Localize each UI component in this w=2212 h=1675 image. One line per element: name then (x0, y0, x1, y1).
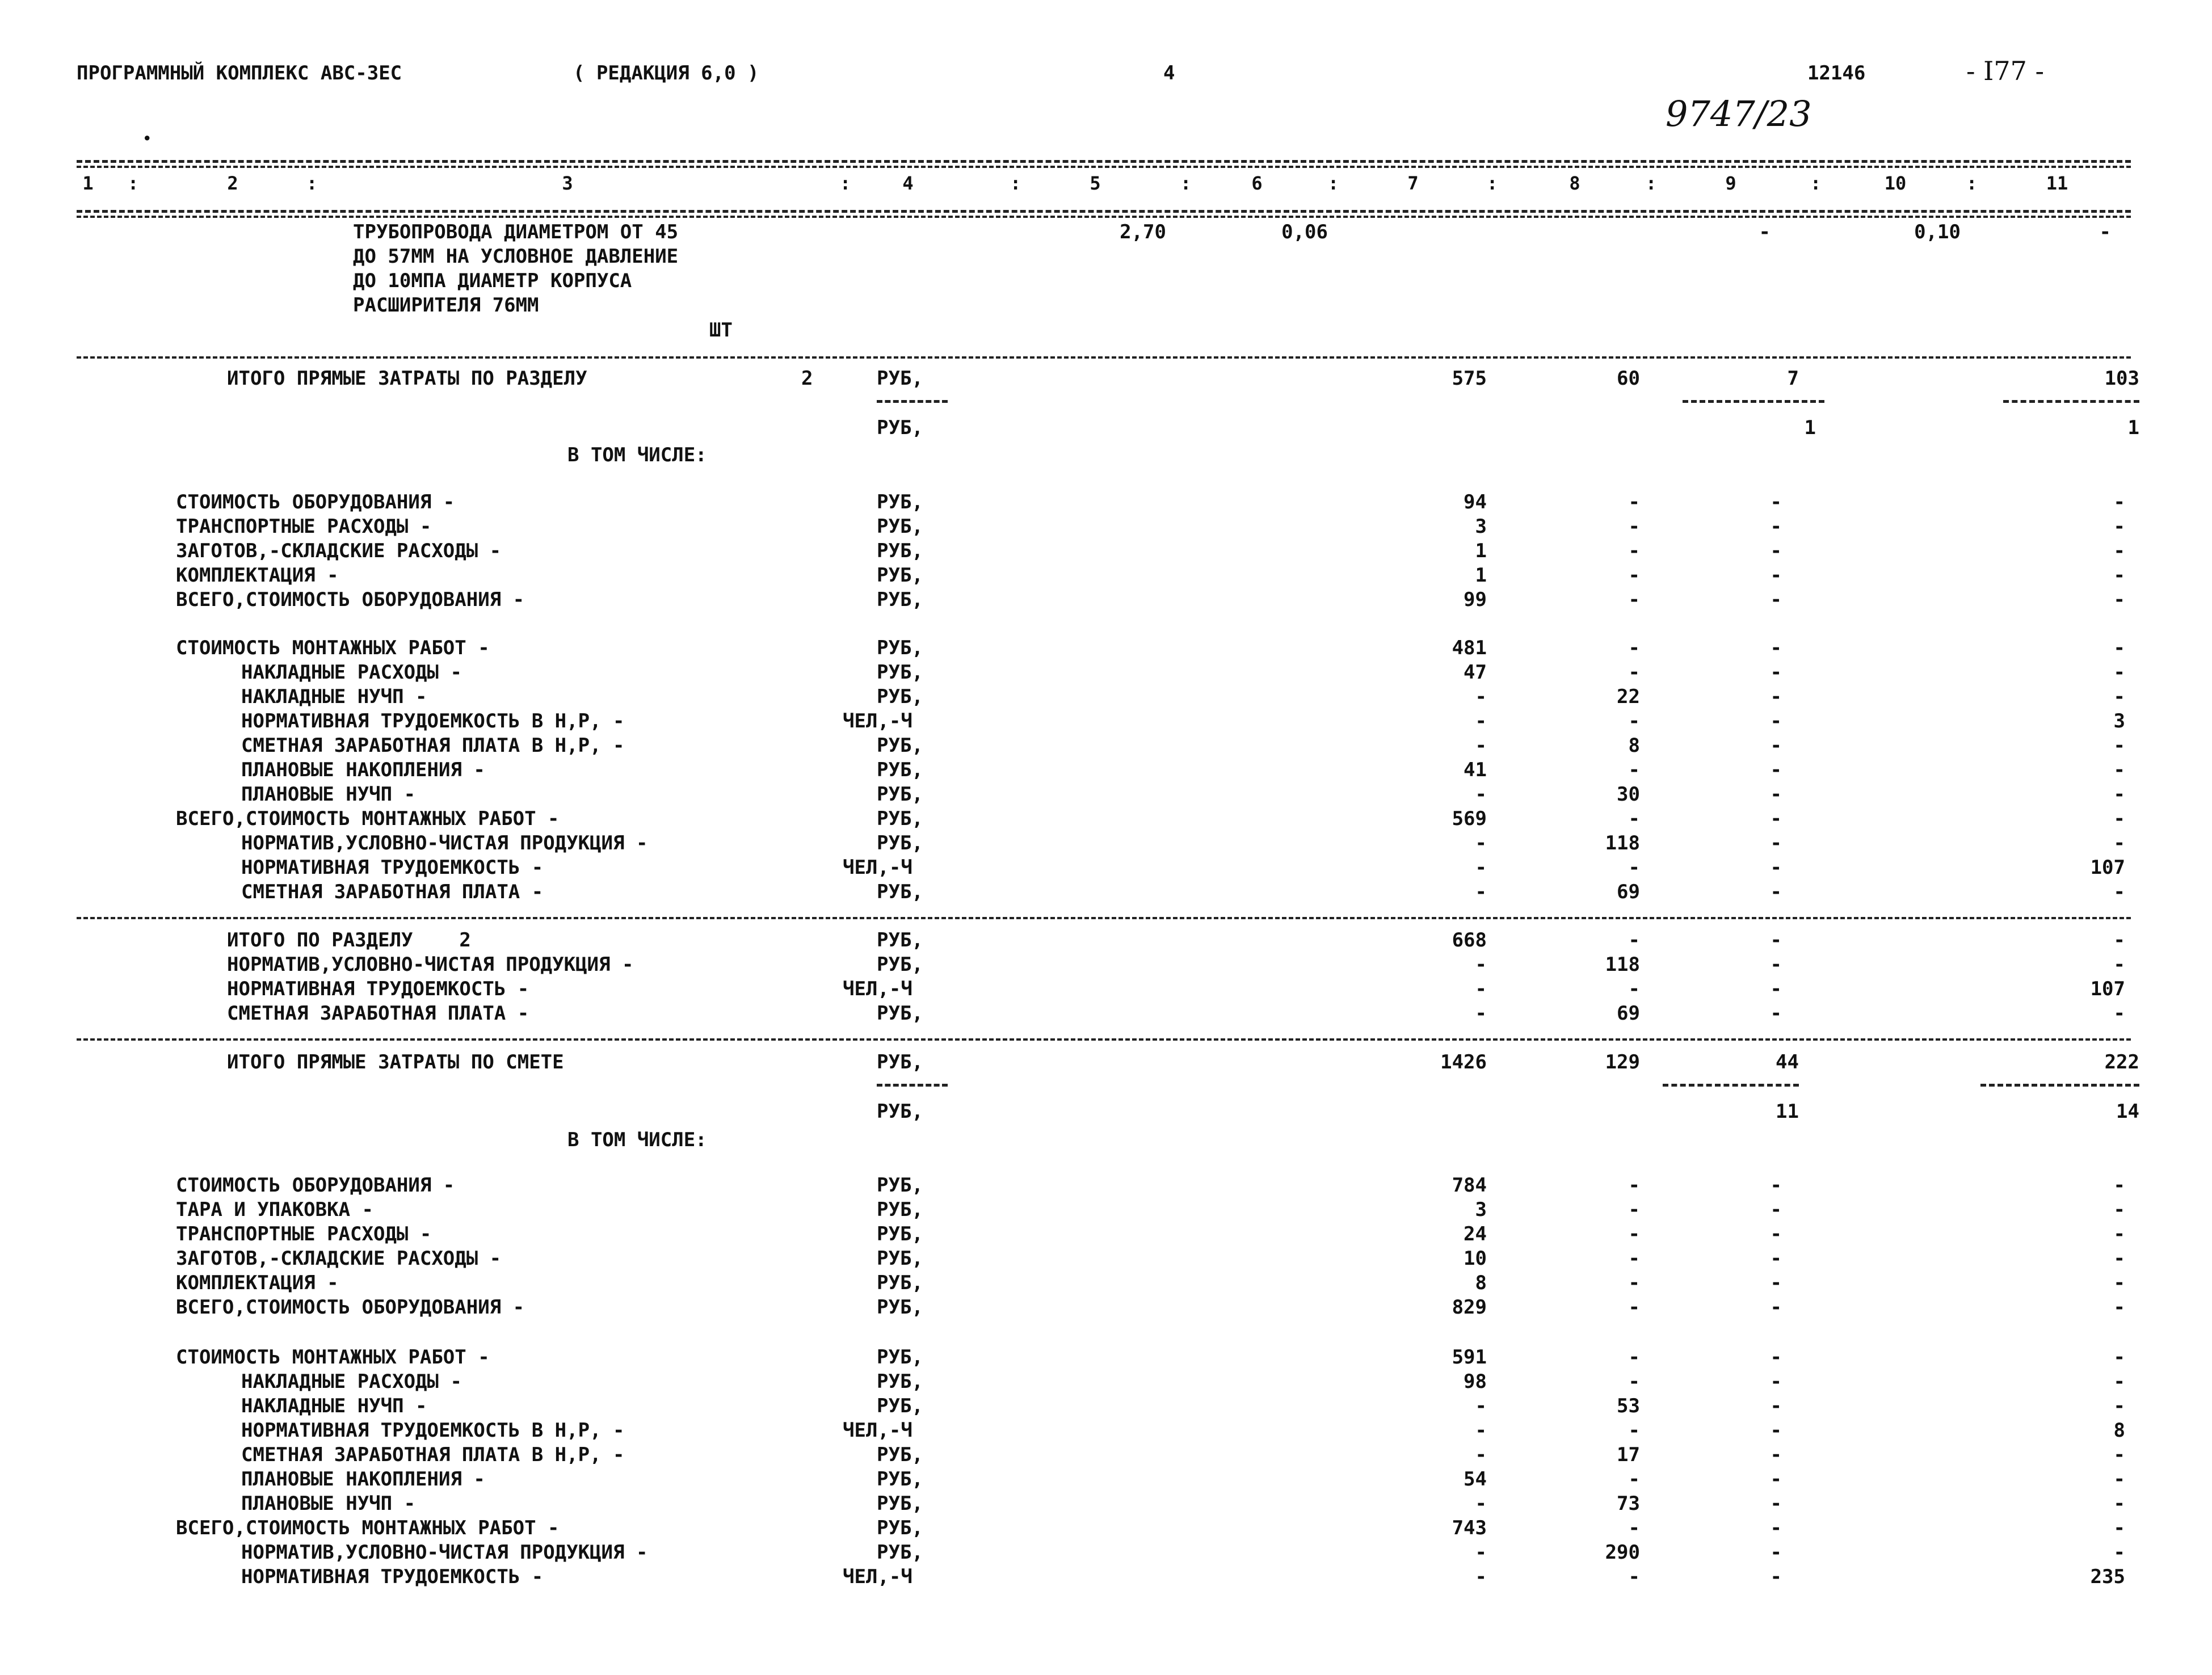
estimate-mounting-row-col9: - (1770, 1565, 1782, 1588)
estimate-equipment-row-col8: - (1628, 1174, 1640, 1197)
section-summary-row-unit: РУБ, (877, 953, 923, 976)
section-mounting-row-col11: - (2113, 807, 2125, 830)
section-equipment-row-col8: - (1628, 491, 1640, 514)
section-mounting-row-col9: - (1770, 856, 1782, 879)
estimate-mounting-row-unit: РУБ, (877, 1395, 923, 1417)
estimate-equipment-row-label: ВСЕГО,СТОИМОСТЬ ОБОРУДОВАНИЯ - (176, 1296, 525, 1319)
column-separator: : (1328, 172, 1339, 194)
column-separator: : (1180, 172, 1192, 194)
section-mounting-row-label: НОРМАТИВНАЯ ТРУДОЕМКОСТЬ - (241, 856, 544, 879)
section-mounting-row-col7: - (1475, 685, 1487, 708)
section-mounting-row-unit: РУБ, (877, 637, 923, 659)
estimate-col9-fraction-line (1663, 1084, 1799, 1087)
section-summary-row-col7: - (1475, 1002, 1487, 1025)
estimate-equipment-row-col11: - (2113, 1296, 2125, 1319)
section-mounting-row-label: СМЕТНАЯ ЗАРАБОТНАЯ ПЛАТА В Н,Р, - (241, 734, 625, 757)
section-summary-row-col8: 118 (1605, 953, 1640, 976)
section-equipment-row-col11: - (2113, 540, 2125, 562)
estimate-mounting-row-col9: - (1770, 1492, 1782, 1515)
item-line-2: ДО 57ММ НА УСЛОВНОЕ ДАВЛЕНИЕ (353, 245, 679, 268)
section-total-col9: 7 (1787, 367, 1799, 390)
estimate-equipment-row-col7: 24 (1464, 1223, 1487, 1245)
section-equipment-row-col9: - (1770, 540, 1782, 562)
section-mounting-row-col9: - (1770, 783, 1782, 806)
section-total-col11-denominator: 1 (2127, 416, 2139, 439)
section-mounting-row-unit: РУБ, (877, 807, 923, 830)
item-col5: 2,70 (1120, 221, 1166, 243)
column-separator: : (1966, 172, 1978, 194)
section-mounting-row-col11: 3 (2113, 710, 2125, 733)
section-equipment-row-col7: 1 (1475, 564, 1487, 587)
section-equipment-row-label: ТРАНСПОРТНЫЕ РАСХОДЫ - (176, 515, 432, 538)
section-mounting-row-col8: - (1628, 807, 1640, 830)
estimate-equipment-row-col8: - (1628, 1198, 1640, 1221)
page-label: - I77 - (1966, 56, 2045, 86)
section-summary-row-unit: РУБ, (877, 1002, 923, 1025)
section-mounting-row-col8: - (1628, 637, 1640, 659)
section-mounting-row-col8: 22 (1617, 685, 1640, 708)
program-title: ПРОГРАММНЫЙ КОМПЛЕКС АВС-3ЕС (77, 62, 402, 85)
section-col11-fraction-line (2003, 400, 2139, 403)
estimate-mounting-row-col8: - (1628, 1468, 1640, 1491)
estimate-equipment-row-col9: - (1770, 1223, 1782, 1245)
section-equipment-row-col7: 3 (1475, 515, 1487, 538)
estimate-equipment-row-label: ТРАНСПОРТНЫЕ РАСХОДЫ - (176, 1223, 432, 1245)
estimate-equipment-row-col8: - (1628, 1223, 1640, 1245)
section-mounting-row-unit: РУБ, (877, 685, 923, 708)
column-header-1: 1 (82, 172, 94, 194)
section-equipment-row-unit: РУБ, (877, 540, 923, 562)
estimate-mounting-row-unit: РУБ, (877, 1346, 923, 1369)
column-separator: : (1487, 172, 1498, 194)
section-equipment-row-unit: РУБ, (877, 491, 923, 514)
section-summary-row-col9: - (1770, 1002, 1782, 1025)
column-separator: : (840, 172, 851, 194)
header-top-rule (77, 160, 2131, 163)
estimate-equipment-row-unit: РУБ, (877, 1223, 923, 1245)
section-mounting-row-col9: - (1770, 759, 1782, 781)
section-summary-row-unit: РУБ, (877, 929, 923, 952)
estimate-mounting-row-label: НОРМАТИВНАЯ ТРУДОЕМКОСТЬ - (241, 1565, 544, 1588)
estimate-mounting-row-label: СТОИМОСТЬ МОНТАЖНЫХ РАБОТ - (176, 1346, 490, 1369)
section-total-unit-2: РУБ, (877, 416, 923, 439)
section-mounting-row-col9: - (1770, 661, 1782, 684)
section-mounting-row-col7: - (1475, 734, 1487, 757)
section-total-col9-denominator: 1 (1804, 416, 1816, 439)
estimate-equipment-row-col7: 784 (1452, 1174, 1487, 1197)
estimate-mounting-row-col9: - (1770, 1443, 1782, 1466)
column-header-2: 2 (227, 172, 238, 194)
section-summary-row-col7: 668 (1452, 929, 1487, 952)
section-mounting-row-label: ВСЕГО,СТОИМОСТЬ МОНТАЖНЫХ РАБОТ - (176, 807, 560, 830)
estimate-col11-fraction-line (1980, 1084, 2139, 1087)
section-mounting-row-col8: 69 (1617, 881, 1640, 903)
estimate-equipment-row-label: КОМПЛЕКТАЦИЯ - (176, 1272, 339, 1294)
column-header-9: 9 (1725, 172, 1736, 194)
section-summary-row-unit: ЧЕЛ,-Ч (843, 978, 912, 1000)
section-mounting-row-col11: - (2113, 637, 2125, 659)
estimate-mounting-row-unit: РУБ, (877, 1468, 923, 1491)
estimate-mounting-row-col7: 54 (1464, 1468, 1487, 1491)
section-equipment-row-col11: - (2113, 515, 2125, 538)
estimate-mounting-row-col11: - (2113, 1468, 2125, 1491)
item-col11: - (2099, 221, 2111, 243)
section-total-rule (77, 356, 2131, 359)
section-equipment-row-col9: - (1770, 491, 1782, 514)
estimate-equipment-row-col7: 10 (1464, 1247, 1487, 1270)
section-mounting-row-unit: РУБ, (877, 734, 923, 757)
estimate-equipment-row-unit: РУБ, (877, 1296, 923, 1319)
estimate-equipment-row-unit: РУБ, (877, 1174, 923, 1197)
section-mounting-row-col9: - (1770, 734, 1782, 757)
column-header-7: 7 (1407, 172, 1419, 194)
estimate-equipment-row-unit: РУБ, (877, 1247, 923, 1270)
column-header-6: 6 (1251, 172, 1263, 194)
estimate-equipment-row-col11: - (2113, 1174, 2125, 1197)
section-mounting-row-col9: - (1770, 685, 1782, 708)
section-equipment-row-col8: - (1628, 515, 1640, 538)
section-mounting-row-col11: - (2113, 783, 2125, 806)
estimate-mounting-row-unit: РУБ, (877, 1517, 923, 1539)
estimate-equipment-row-col8: - (1628, 1272, 1640, 1294)
section-total-col8: 60 (1617, 367, 1640, 390)
section-summary-row-col8: - (1628, 978, 1640, 1000)
estimate-unit-underline (877, 1084, 948, 1087)
section-mounting-row-label: СТОИМОСТЬ МОНТАЖНЫХ РАБОТ - (176, 637, 490, 659)
estimate-mounting-row-unit: ЧЕЛ,-Ч (843, 1565, 912, 1588)
section-mounting-row-unit: РУБ, (877, 881, 923, 903)
estimate-equipment-row-col7: 8 (1475, 1272, 1487, 1294)
item-line-3: ДО 10МПА ДИАМЕТР КОРПУСА (353, 270, 632, 292)
section-equipment-row-col8: - (1628, 588, 1640, 611)
estimate-equipment-row-label: ТАРА И УПАКОВКА - (176, 1198, 373, 1221)
estimate-mounting-row-col11: - (2113, 1443, 2125, 1466)
estimate-mounting-row-unit: РУБ, (877, 1541, 923, 1564)
section-summary-row-col9: - (1770, 978, 1782, 1000)
section-equipment-row-col8: - (1628, 540, 1640, 562)
handwritten-note: 9747/23 (1666, 93, 1812, 134)
estimate-mounting-row-col9: - (1770, 1419, 1782, 1442)
estimate-equipment-row-col7: 3 (1475, 1198, 1487, 1221)
estimate-mounting-row-col9: - (1770, 1541, 1782, 1564)
item-line-4: РАСШИРИТЕЛЯ 76ММ (353, 294, 539, 317)
section-mounting-row-label: ПЛАНОВЫЕ НУЧП - (241, 783, 416, 806)
estimate-mounting-row-col8: 73 (1617, 1492, 1640, 1515)
section-mounting-row-col11: - (2113, 661, 2125, 684)
estimate-mounting-row-col8: 53 (1617, 1395, 1640, 1417)
section-mounting-row-label: НАКЛАДНЫЕ РАСХОДЫ - (241, 661, 462, 684)
section-equipment-row-col11: - (2113, 588, 2125, 611)
section-total-col7: 575 (1452, 367, 1487, 390)
column-header-5: 5 (1090, 172, 1101, 194)
column-separator: : (1010, 172, 1021, 194)
estimate-mounting-row-col8: - (1628, 1565, 1640, 1588)
estimate-equipment-row-col11: - (2113, 1198, 2125, 1221)
section-mounting-row-col9: - (1770, 807, 1782, 830)
section-mounting-row-col11: - (2113, 685, 2125, 708)
estimate-mounting-row-col11: - (2113, 1370, 2125, 1393)
section-total-label: ИТОГО ПРЯМЫЕ ЗАТРАТЫ ПО РАЗДЕЛУ (227, 367, 587, 390)
estimate-mounting-row-col9: - (1770, 1370, 1782, 1393)
section-including-label: В ТОМ ЧИСЛЕ: (567, 444, 707, 466)
section-mounting-row-unit: ЧЕЛ,-Ч (843, 856, 912, 879)
estimate-equipment-row-unit: РУБ, (877, 1198, 923, 1221)
section-mounting-row-col8: - (1628, 710, 1640, 733)
column-separator: : (306, 172, 318, 194)
section-equipment-row-col11: - (2113, 564, 2125, 587)
estimate-total-col11-denominator: 14 (2116, 1100, 2139, 1123)
estimate-equipment-row-col8: - (1628, 1247, 1640, 1270)
column-separator: : (128, 172, 139, 194)
estimate-mounting-row-col7: - (1475, 1443, 1487, 1466)
estimate-total-col9: 44 (1776, 1051, 1799, 1074)
section-equipment-row-col9: - (1770, 588, 1782, 611)
section-equipment-row-col7: 94 (1464, 491, 1487, 514)
estimate-mounting-row-unit: РУБ, (877, 1492, 923, 1515)
estimate-mounting-row-col9: - (1770, 1346, 1782, 1369)
section-summary-row-col11: - (2113, 953, 2125, 976)
section-equipment-row-label: СТОИМОСТЬ ОБОРУДОВАНИЯ - (176, 491, 455, 514)
section-mounting-row-unit: РУБ, (877, 759, 923, 781)
section-equipment-row-col7: 99 (1464, 588, 1487, 611)
column-header-10: 10 (1884, 172, 1907, 194)
estimate-mounting-row-col7: 743 (1452, 1517, 1487, 1539)
section-mounting-row-col11: - (2113, 759, 2125, 781)
section-mounting-row-col7: 569 (1452, 807, 1487, 830)
section-summary-row-label: ИТОГО ПО РАЗДЕЛУ 2 (227, 929, 471, 952)
estimate-mounting-row-unit: РУБ, (877, 1443, 923, 1466)
estimate-mounting-row-col7: - (1475, 1541, 1487, 1564)
section-summary-row-col9: - (1770, 929, 1782, 952)
estimate-mounting-row-col11: - (2113, 1492, 2125, 1515)
section-summary-row-col11: 107 (2090, 978, 2125, 1000)
section-summary-row-col11: - (2113, 929, 2125, 952)
estimate-including-label: В ТОМ ЧИСЛЕ: (567, 1129, 707, 1151)
section-mounting-row-col8: - (1628, 856, 1640, 879)
section-summary-row-label: НОРМАТИВ,УСЛОВНО-ЧИСТАЯ ПРОДУКЦИЯ - (227, 953, 634, 976)
estimate-mounting-row-col8: - (1628, 1517, 1640, 1539)
section-mounting-row-col7: - (1475, 881, 1487, 903)
column-header-3: 3 (562, 172, 573, 194)
section-mounting-row-col11: - (2113, 881, 2125, 903)
estimate-mounting-row-col11: 8 (2113, 1419, 2125, 1442)
estimate-equipment-row-col9: - (1770, 1296, 1782, 1319)
section-mounting-row-col8: 8 (1628, 734, 1640, 757)
estimate-mounting-row-label: НАКЛАДНЫЕ РАСХОДЫ - (241, 1370, 462, 1393)
section-summary-row-col11: - (2113, 1002, 2125, 1025)
estimate-mounting-row-label: ПЛАНОВЫЕ НУЧП - (241, 1492, 416, 1515)
section-mounting-row-col7: 41 (1464, 759, 1487, 781)
estimate-equipment-row-col9: - (1770, 1174, 1782, 1197)
section-equipment-row-unit: РУБ, (877, 515, 923, 538)
section-mounting-row-col8: 30 (1617, 783, 1640, 806)
section-mounting-row-col7: - (1475, 832, 1487, 855)
section-summary-rule (77, 917, 2131, 919)
section-summary-row-label: СМЕТНАЯ ЗАРАБОТНАЯ ПЛАТА - (227, 1002, 529, 1025)
estimate-mounting-row-label: НАКЛАДНЫЕ НУЧП - (241, 1395, 427, 1417)
section-mounting-row-col9: - (1770, 710, 1782, 733)
estimate-equipment-row-col11: - (2113, 1272, 2125, 1294)
estimate-equipment-row-col7: 829 (1452, 1296, 1487, 1319)
section-equipment-row-label: ВСЕГО,СТОИМОСТЬ ОБОРУДОВАНИЯ - (176, 588, 525, 611)
section-equipment-row-col11: - (2113, 491, 2125, 514)
section-mounting-row-col7: 481 (1452, 637, 1487, 659)
section-mounting-row-col7: - (1475, 710, 1487, 733)
estimate-mounting-row-label: НОРМАТИВ,УСЛОВНО-ЧИСТАЯ ПРОДУКЦИЯ - (241, 1541, 648, 1564)
document-code: 12146 (1807, 62, 1866, 85)
header-bottom-rule-2 (77, 216, 2131, 218)
column-header-11: 11 (2046, 172, 2068, 194)
estimate-total-rule (77, 1038, 2131, 1041)
section-equipment-row-col8: - (1628, 564, 1640, 587)
edition-label: ( РЕДАКЦИЯ 6,0 ) (573, 62, 759, 85)
section-summary-row-col7: - (1475, 978, 1487, 1000)
estimate-mounting-row-unit: ЧЕЛ,-Ч (843, 1419, 912, 1442)
item-line-1: ТРУБОПРОВОДА ДИАМЕТРОМ ОТ 45 (353, 221, 679, 243)
estimate-mounting-row-col8: - (1628, 1419, 1640, 1442)
section-mounting-row-col7: 47 (1464, 661, 1487, 684)
estimate-mounting-row-col9: - (1770, 1468, 1782, 1491)
estimate-equipment-row-col11: - (2113, 1223, 2125, 1245)
header-top-rule-2 (77, 166, 2131, 168)
estimate-equipment-row-label: СТОИМОСТЬ ОБОРУДОВАНИЯ - (176, 1174, 455, 1197)
section-mounting-row-col7: - (1475, 856, 1487, 879)
section-mounting-row-unit: РУБ, (877, 832, 923, 855)
section-summary-row-col8: - (1628, 929, 1640, 952)
section-unit-underline (877, 400, 948, 403)
column-header-8: 8 (1569, 172, 1580, 194)
estimate-equipment-row-col9: - (1770, 1198, 1782, 1221)
header-bottom-rule (77, 210, 2131, 213)
estimate-mounting-row-col7: 591 (1452, 1346, 1487, 1369)
section-mounting-row-unit: РУБ, (877, 783, 923, 806)
estimate-total-col8: 129 (1605, 1051, 1640, 1074)
estimate-total-label: ИТОГО ПРЯМЫЕ ЗАТРАТЫ ПО СМЕТЕ (227, 1051, 564, 1074)
section-equipment-row-col9: - (1770, 564, 1782, 587)
section-equipment-row-label: ЗАГОТОВ,-СКЛАДСКИЕ РАСХОДЫ - (176, 540, 502, 562)
column-header-4: 4 (902, 172, 914, 194)
estimate-mounting-row-col11: 235 (2090, 1565, 2125, 1588)
section-equipment-row-label: КОМПЛЕКТАЦИЯ - (176, 564, 339, 587)
page-number: 4 (1163, 62, 1175, 85)
section-equipment-row-col7: 1 (1475, 540, 1487, 562)
estimate-mounting-row-unit: РУБ, (877, 1370, 923, 1393)
estimate-total-unit-2: РУБ, (877, 1100, 923, 1123)
estimate-mounting-row-col7: - (1475, 1565, 1487, 1588)
item-col9: - (1759, 221, 1771, 243)
estimate-mounting-row-label: НОРМАТИВНАЯ ТРУДОЕМКОСТЬ В Н,Р, - (241, 1419, 625, 1442)
estimate-mounting-row-col11: - (2113, 1395, 2125, 1417)
section-summary-row-col9: - (1770, 953, 1782, 976)
estimate-mounting-row-col8: - (1628, 1370, 1640, 1393)
section-equipment-row-unit: РУБ, (877, 588, 923, 611)
estimate-mounting-row-label: СМЕТНАЯ ЗАРАБОТНАЯ ПЛАТА В Н,Р, - (241, 1443, 625, 1466)
section-mounting-row-col8: 118 (1605, 832, 1640, 855)
estimate-mounting-row-label: ПЛАНОВЫЕ НАКОПЛЕНИЯ - (241, 1468, 485, 1491)
section-mounting-row-label: НОРМАТИВ,УСЛОВНО-ЧИСТАЯ ПРОДУКЦИЯ - (241, 832, 648, 855)
estimate-mounting-row-col7: - (1475, 1395, 1487, 1417)
section-summary-row-col7: - (1475, 953, 1487, 976)
section-equipment-row-unit: РУБ, (877, 564, 923, 587)
section-mounting-row-col9: - (1770, 637, 1782, 659)
section-mounting-row-col8: - (1628, 759, 1640, 781)
item-unit: ШТ (709, 319, 733, 342)
section-summary-row-col8: 69 (1617, 1002, 1640, 1025)
section-mounting-row-col11: - (2113, 734, 2125, 757)
estimate-mounting-row-col9: - (1770, 1517, 1782, 1539)
column-separator: : (1646, 172, 1657, 194)
section-total-number: 2 (801, 367, 813, 390)
section-col9-fraction-line (1683, 400, 1824, 403)
estimate-mounting-row-col8: 290 (1605, 1541, 1640, 1564)
column-separator: : (1810, 172, 1822, 194)
section-mounting-row-label: НАКЛАДНЫЕ НУЧП - (241, 685, 427, 708)
estimate-mounting-row-col11: - (2113, 1517, 2125, 1539)
section-mounting-row-col9: - (1770, 832, 1782, 855)
item-col10: 0,10 (1914, 221, 1961, 243)
estimate-total-col11: 222 (2104, 1051, 2139, 1074)
section-total-col11: 103 (2104, 367, 2139, 390)
section-mounting-row-label: ПЛАНОВЫЕ НАКОПЛЕНИЯ - (241, 759, 485, 781)
section-mounting-row-col9: - (1770, 881, 1782, 903)
section-mounting-row-unit: РУБ, (877, 661, 923, 684)
estimate-mounting-row-label: ВСЕГО,СТОИМОСТЬ МОНТАЖНЫХ РАБОТ - (176, 1517, 560, 1539)
estimate-equipment-row-unit: РУБ, (877, 1272, 923, 1294)
ink-dot: • (143, 131, 152, 146)
section-mounting-row-col8: - (1628, 661, 1640, 684)
estimate-equipment-row-col9: - (1770, 1272, 1782, 1294)
section-mounting-row-col11: - (2113, 832, 2125, 855)
estimate-mounting-row-col11: - (2113, 1541, 2125, 1564)
estimate-total-col7: 1426 (1440, 1051, 1487, 1074)
estimate-mounting-row-col11: - (2113, 1346, 2125, 1369)
section-summary-row-label: НОРМАТИВНАЯ ТРУДОЕМКОСТЬ - (227, 978, 529, 1000)
estimate-mounting-row-col9: - (1770, 1395, 1782, 1417)
estimate-mounting-row-col7: - (1475, 1492, 1487, 1515)
section-total-unit: РУБ, (877, 367, 923, 390)
estimate-mounting-row-col8: 17 (1617, 1443, 1640, 1466)
estimate-total-unit: РУБ, (877, 1051, 923, 1074)
section-mounting-row-label: СМЕТНАЯ ЗАРАБОТНАЯ ПЛАТА - (241, 881, 544, 903)
estimate-equipment-row-col11: - (2113, 1247, 2125, 1270)
section-equipment-row-col9: - (1770, 515, 1782, 538)
estimate-equipment-row-col9: - (1770, 1247, 1782, 1270)
estimate-equipment-row-label: ЗАГОТОВ,-СКЛАДСКИЕ РАСХОДЫ - (176, 1247, 502, 1270)
section-mounting-row-label: НОРМАТИВНАЯ ТРУДОЕМКОСТЬ В Н,Р, - (241, 710, 625, 733)
estimate-total-col9-denominator: 11 (1776, 1100, 1799, 1123)
estimate-mounting-row-col7: - (1475, 1419, 1487, 1442)
section-mounting-row-col7: - (1475, 783, 1487, 806)
section-mounting-row-col11: 107 (2090, 856, 2125, 879)
estimate-equipment-row-col8: - (1628, 1296, 1640, 1319)
section-mounting-row-unit: ЧЕЛ,-Ч (843, 710, 912, 733)
estimate-mounting-row-col8: - (1628, 1346, 1640, 1369)
item-col6: 0,06 (1281, 221, 1328, 243)
estimate-mounting-row-col7: 98 (1464, 1370, 1487, 1393)
